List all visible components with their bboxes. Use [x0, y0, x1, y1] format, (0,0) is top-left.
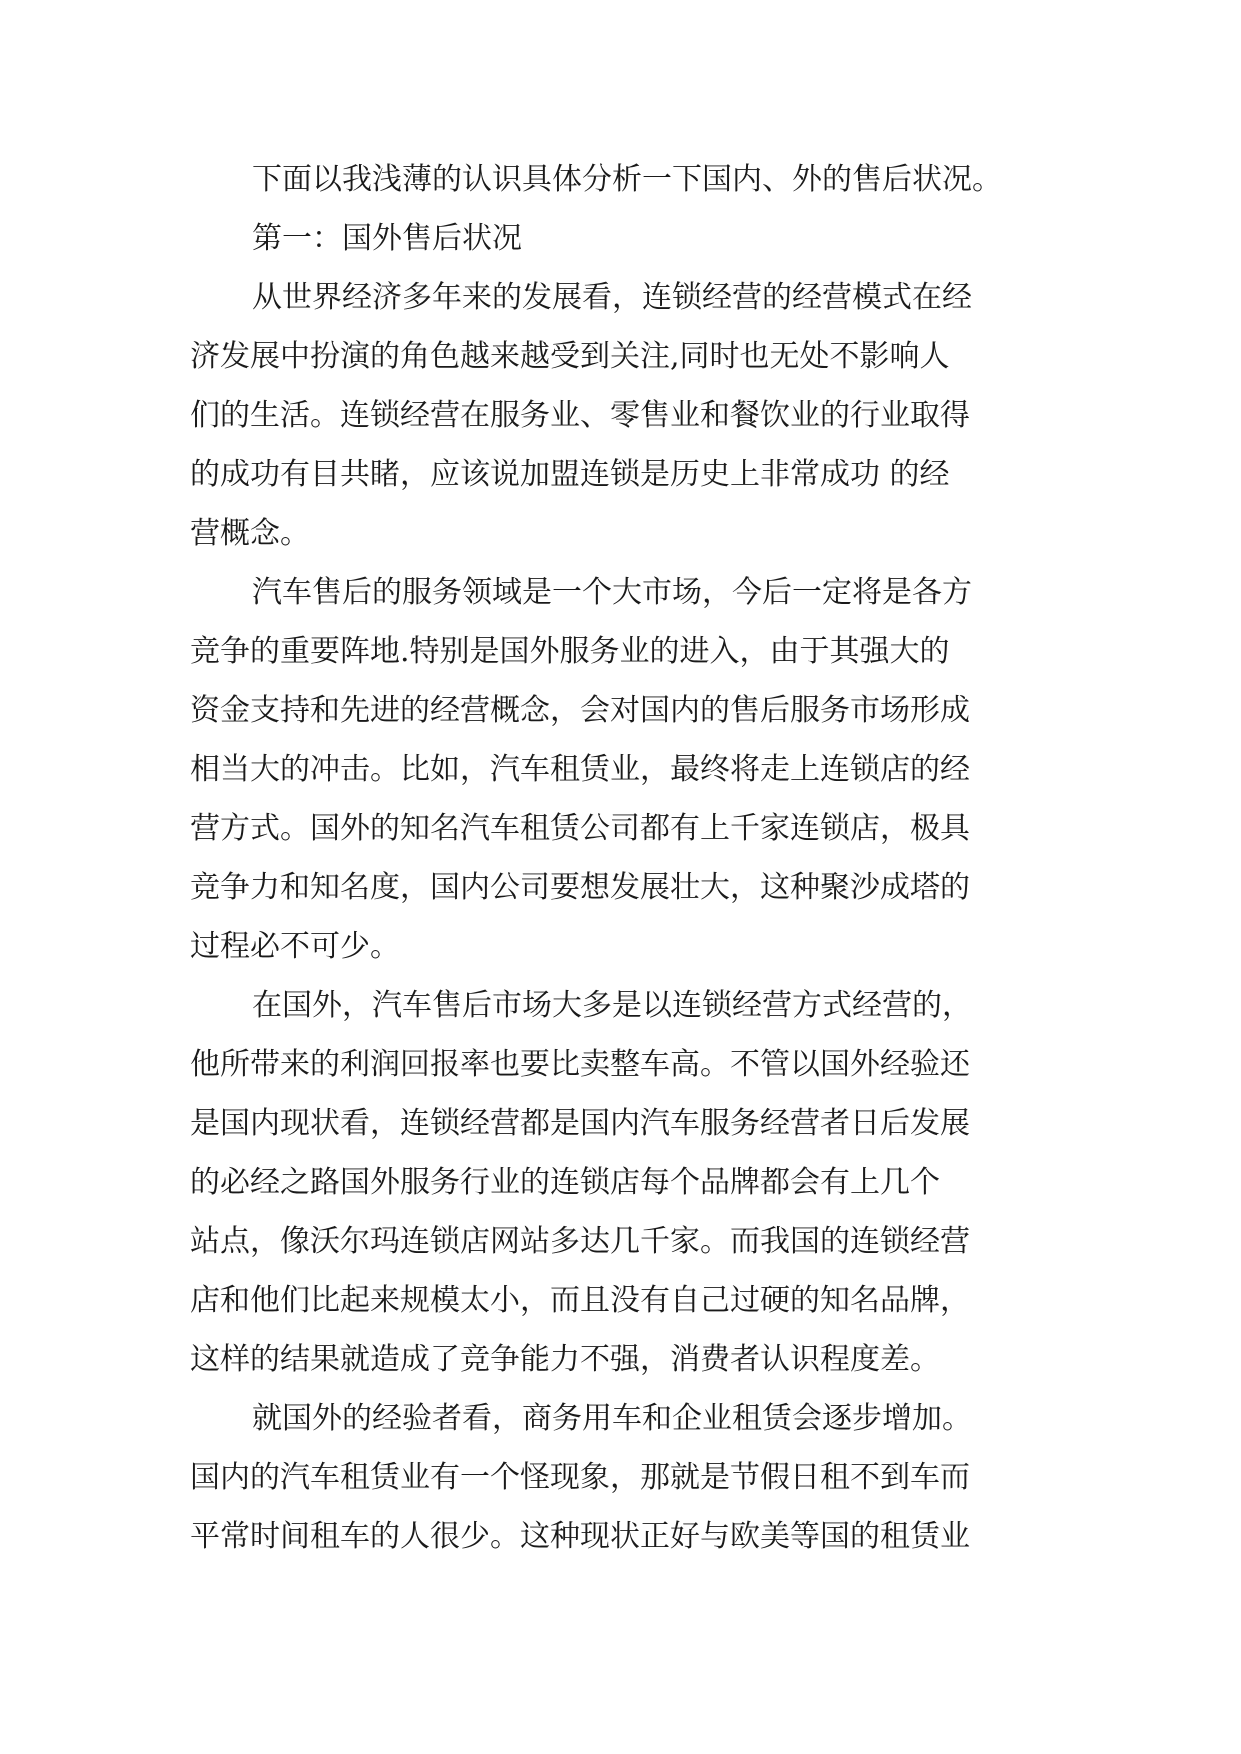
paragraph-2-line-5: 营方式。国外的知名汽车租赁公司都有上千家连锁店，极具	[190, 811, 970, 846]
paragraph-2-line-7: 过程必不可少。	[190, 929, 400, 964]
paragraph-3-line-5: 站点，像沃尔玛连锁店网站多达几千家。而我国的连锁经营	[190, 1224, 970, 1259]
paragraph-1-line-2: 济发展中扮演的角色越来越受到关注,同时也无处不影响人	[190, 339, 950, 374]
section-heading: 第一：国外售后状况	[252, 221, 522, 256]
paragraph-3-line-7: 这样的结果就造成了竞争能力不强，消费者认识程度差。	[190, 1342, 940, 1377]
paragraph-3-line-4: 的必经之路国外服务行业的连锁店每个品牌都会有上几个	[190, 1165, 940, 1200]
paragraph-3-line-2: 他所带来的利润回报率也要比卖整车高。不管以国外经验还	[190, 1047, 970, 1082]
paragraph-3-line-3: 是国内现状看，连锁经营都是国内汽车服务经营者日后发展	[190, 1106, 970, 1141]
paragraph-4-line-3: 平常时间租车的人很少。这种现状正好与欧美等国的租赁业	[190, 1519, 970, 1554]
paragraph-1-line-1: 从世界经济多年来的发展看，连锁经营的经营模式在经	[252, 280, 972, 315]
paragraph-4-line-2: 国内的汽车租赁业有一个怪现象，那就是节假日租不到车而	[190, 1460, 970, 1495]
paragraph-1-line-3: 们的生活。连锁经营在服务业、零售业和餐饮业的行业取得	[190, 398, 970, 433]
paragraph-3-line-1: 在国外，汽车售后市场大多是以连锁经营方式经营的，	[252, 988, 972, 1023]
paragraph-2-line-4: 相当大的冲击。比如，汽车租赁业，最终将走上连锁店的经	[190, 752, 970, 787]
paragraph-2-line-6: 竞争力和知名度，国内公司要想发展壮大，这种聚沙成塔的	[190, 870, 970, 905]
paragraph-intro-line: 下面以我浅薄的认识具体分析一下国内、外的售后状况。	[252, 162, 1002, 197]
paragraph-2-line-1: 汽车售后的服务领域是一个大市场，今后一定将是各方	[252, 575, 972, 610]
paragraph-2-line-3: 资金支持和先进的经营概念，会对国内的售后服务市场形成	[190, 693, 970, 728]
paragraph-2-line-2: 竞争的重要阵地.特别是国外服务业的进入，由于其强大的	[190, 634, 950, 669]
paragraph-4-line-1: 就国外的经验者看，商务用车和企业租赁会逐步增加。	[252, 1401, 972, 1436]
paragraph-1-line-5: 营概念。	[190, 516, 310, 551]
paragraph-1-line-4: 的成功有目共睹，应该说加盟连锁是历史上非常成功 的经	[190, 457, 950, 492]
paragraph-3-line-6: 店和他们比起来规模太小，而且没有自己过硬的知名品牌，	[190, 1283, 970, 1318]
